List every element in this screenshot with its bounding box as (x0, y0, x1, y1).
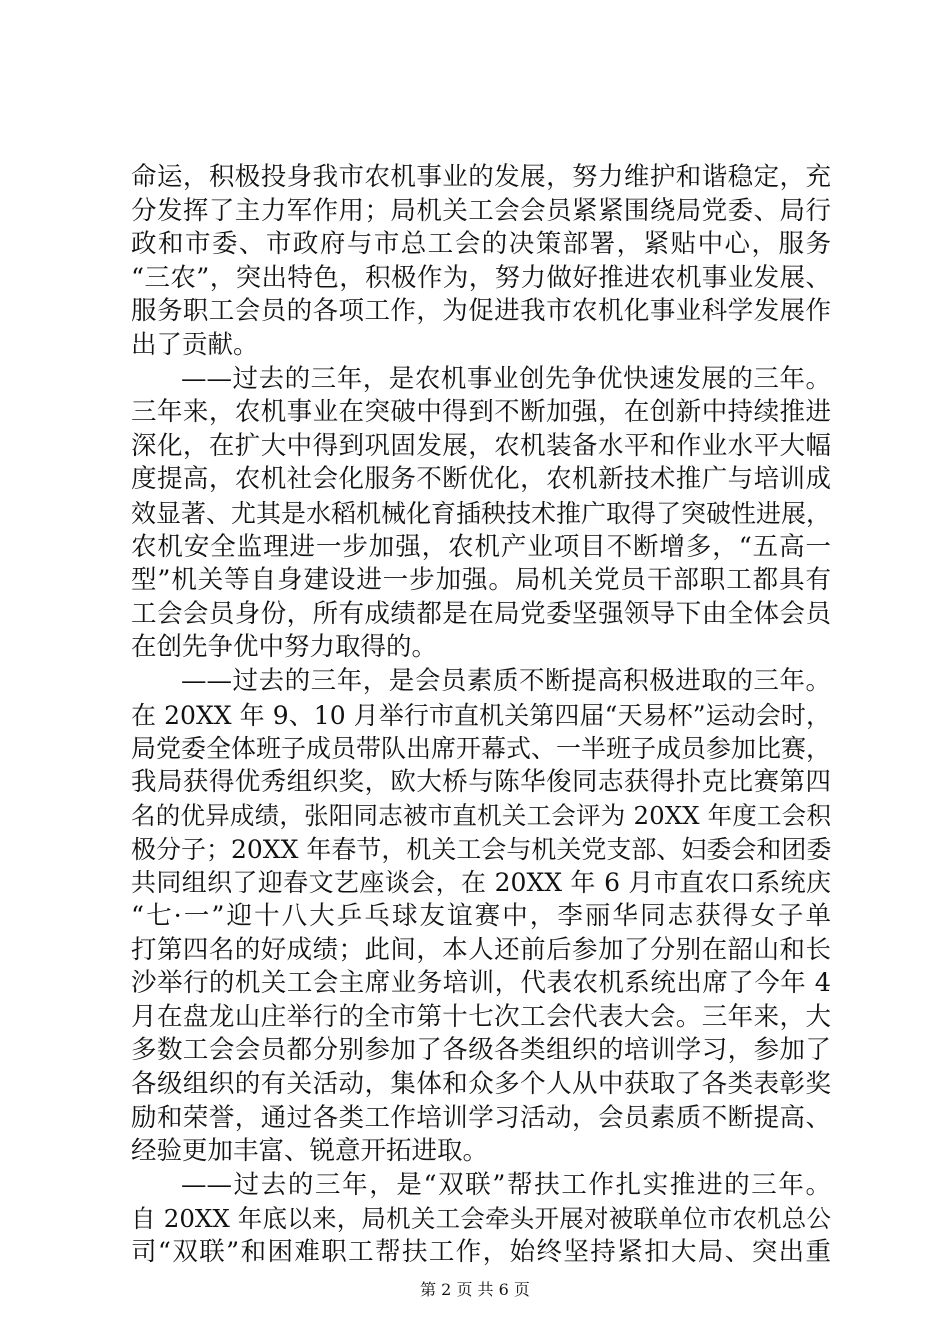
text-line: 工会会员身份，所有成绩都是在局党委坚强领导下由全体会员 (131, 598, 831, 629)
text-line: ——过去的三年，是农机事业创先争优快速发展的三年。 (181, 363, 831, 394)
text-line: 经验更加丰富、锐意开拓进取。 (131, 1136, 489, 1167)
text-line: 打第四名的好成绩；此间，本人还前后参加了分别在韶山和长 (131, 934, 831, 965)
text-line: 沙举行的机关工会主席业务培训，代表农机系统出席了今年 4 (131, 968, 831, 999)
text-line: 政和市委、市政府与市总工会的决策部署，紧贴中心，服务 (131, 229, 831, 260)
text-line: ——过去的三年，是“双联”帮扶工作扎实推进的三年。 (181, 1169, 831, 1200)
text-line: 极分子；20XX 年春节，机关工会与机关党支部、妇委会和团委 (131, 834, 832, 864)
text-line: 月在盘龙山庄举行的全市第十七次工会代表大会。三年来，大 (131, 1001, 831, 1032)
text-line: 命运，积极投身我市农机事业的发展，努力维护和谐稳定，充 (131, 162, 831, 192)
text-line: ——过去的三年，是会员素质不断提高积极进取的三年。 (181, 665, 831, 696)
text-line: 我局获得优秀组织奖，欧大桥与陈华俊同志获得扑克比赛第四 (131, 766, 831, 797)
body-text (131, 161, 831, 1270)
text-line: 型”机关等自身建设进一步加强。局机关党员干部职工都具有 (131, 565, 831, 596)
text-line: 在 20XX 年 9、10 月举行市直机关第四届“天易杯”运动会时， (131, 700, 831, 730)
text-line: 局党委全体班子成员带队出席开幕式、一半班子成员参加比赛， (131, 734, 832, 764)
text-line: 深化，在扩大中得到巩固发展，农机装备水平和作业水平大幅 (131, 430, 831, 461)
text-line: 三年来，农机事业在突破中得到不断加强，在创新中持续推进 (131, 397, 831, 428)
text-line: “三农”，突出特色，积极作为，努力做好推进农机事业发展、 (131, 262, 831, 293)
text-line: 各级组织的有关活动，集体和众多个人从中获取了各类表彰奖 (131, 1069, 831, 1100)
text-line: 效显著、尤其是水稻机械化育插秧技术推广取得了突破性进展， (131, 498, 832, 528)
text-line: “七·一”迎十八大乒乓球友谊赛中，李丽华同志获得女子单 (131, 901, 831, 932)
text-line: 分发挥了主力军作用；局机关工会会员紧紧围绕局党委、局行 (131, 195, 831, 226)
text-line: 服务职工会员的各项工作，为促进我市农机化事业科学发展作 (131, 296, 831, 327)
text-line: 励和荣誉，通过各类工作培训学习活动，会员素质不断提高、 (131, 1102, 831, 1133)
text-line: 司“双联”和困难职工帮扶工作，始终坚持紧扣大局、突出重 (131, 1237, 831, 1267)
text-line: 出了贡献。 (131, 329, 259, 360)
text-line: 农机安全监理进一步加强，农机产业项目不断增多，“五高一 (131, 531, 831, 562)
page-footer: 第 2 页 共 6 页 (420, 1280, 530, 1299)
text-line: 度提高，农机社会化服务不断优化，农机新技术推广与培训成 (131, 464, 831, 495)
text-line: 名的优异成绩，张阳同志被市直机关工会评为 20XX 年度工会积 (131, 801, 831, 831)
text-line: 自 20XX 年底以来，局机关工会牵头开展对被联单位市农机总公 (131, 1204, 831, 1234)
text-line: 多数工会会员都分别参加了各级各类组织的培训学习，参加了 (131, 1035, 831, 1066)
text-line: 在创先争优中努力取得的。 (131, 632, 438, 663)
text-line: 共同组织了迎春文艺座谈会，在 20XX 年 6 月市直农口系统庆 (131, 868, 831, 898)
